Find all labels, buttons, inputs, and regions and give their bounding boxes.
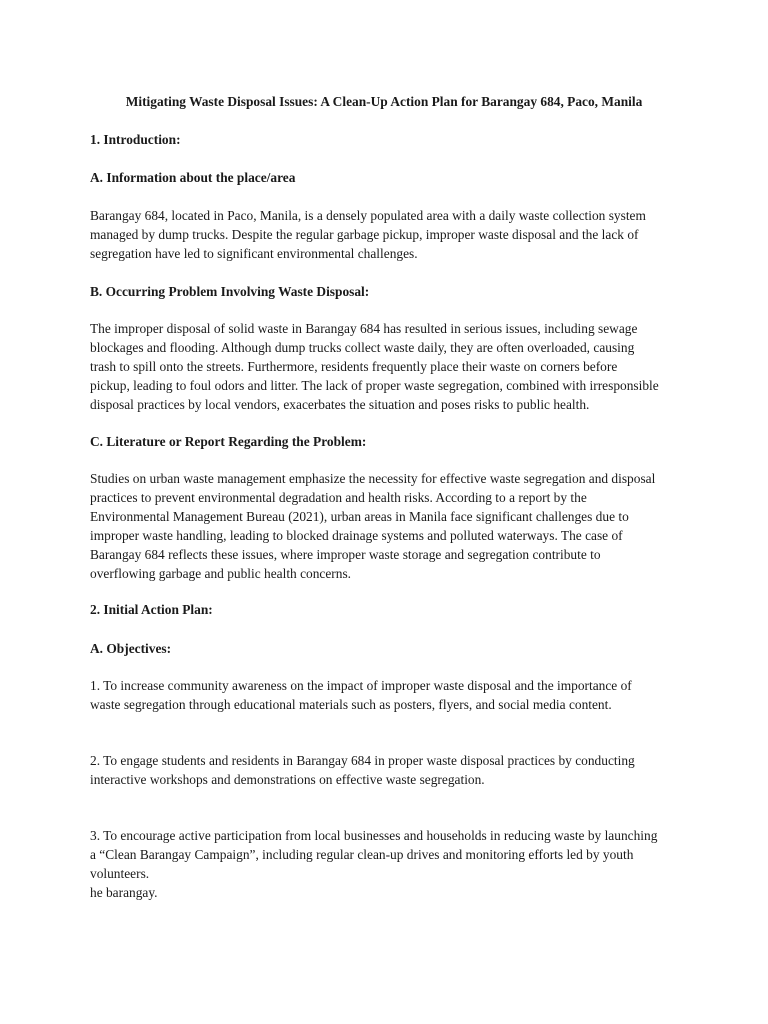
section-a-heading: A. Information about the place/area — [90, 170, 296, 185]
action-plan-heading: 2. Initial Action Plan: — [90, 602, 213, 617]
paragraph-line: 1. To increase community awareness on the impact of improper waste disposal and the importance of — [90, 678, 632, 693]
paragraph-line: managed by dump trucks. Despite the regular garbage pickup, improper waste disposal and the lack of — [90, 227, 639, 242]
paragraph-line: trash to spill onto the streets. Furthermore, residents frequently place their waste on corners before — [90, 359, 618, 374]
paragraph-line: overflowing garbage and public health concerns. — [90, 566, 352, 581]
paragraph-line: improper waste handling, leading to blocked drainage systems and polluted waterways. The case of — [90, 528, 623, 543]
paragraph-line: volunteers. — [90, 866, 150, 881]
paragraph-line: a “Clean Barangay Campaign”, including regular clean-up drives and monitoring efforts led by youth — [90, 847, 634, 862]
paragraph-line: Studies on urban waste management emphasize the necessity for effective waste segregation and disposal — [90, 471, 656, 486]
paragraph-line: Environmental Management Bureau (2021), urban areas in Manila face significant challenges due to — [90, 509, 629, 524]
section-c-heading: C. Literature or Report Regarding the Problem: — [90, 434, 367, 449]
section-a-paragraph — [90, 206, 690, 263]
paragraph-line: Barangay 684, located in Paco, Manila, is a densely populated area with a daily waste collection system — [90, 208, 646, 223]
paragraph-line: he barangay. — [90, 885, 158, 900]
paragraph-line: segregation have led to significant environmental challenges. — [90, 246, 418, 261]
paragraph-line: 3. To encourage active participation from local businesses and households in reducing waste by launching — [90, 828, 658, 843]
objective-1 — [90, 676, 690, 714]
document-title: Mitigating Waste Disposal Issues: A Clean-Up Action Plan for Barangay 684, Paco, Manila — [125, 94, 643, 109]
section-b-heading: B. Occurring Problem Involving Waste Disposal: — [90, 284, 370, 299]
paragraph-line: interactive workshops and demonstrations on effective waste segregation. — [90, 772, 485, 787]
paragraph-line: blockages and flooding. Although dump trucks collect waste daily, they are often overloaded, causing — [90, 340, 635, 355]
paragraph-line: practices to prevent environmental degradation and health risks. According to a report by the — [90, 490, 587, 505]
paragraph-line: The improper disposal of solid waste in Barangay 684 has resulted in serious issues, including sewage — [90, 321, 638, 336]
objectives-heading: A. Objectives: — [90, 641, 172, 656]
section-b-paragraph — [90, 319, 690, 414]
paragraph-line: waste segregation through educational materials such as posters, flyers, and social media content. — [90, 697, 612, 712]
objective-3 — [90, 826, 690, 902]
objective-2 — [90, 751, 690, 789]
paragraph-line: 2. To engage students and residents in Barangay 684 in proper waste disposal practices by conducting — [90, 753, 635, 768]
introduction-heading: 1. Introduction: — [90, 132, 181, 147]
paragraph-line: pickup, leading to foul odors and litter. The lack of proper waste segregation, combined with irresponsible — [90, 378, 659, 393]
paragraph-line: Barangay 684 reflects these issues, where improper waste storage and segregation contribute to — [90, 547, 601, 562]
section-c-paragraph — [90, 469, 690, 583]
paragraph-line: disposal practices by local vendors, exacerbates the situation and poses risks to public health. — [90, 397, 590, 412]
